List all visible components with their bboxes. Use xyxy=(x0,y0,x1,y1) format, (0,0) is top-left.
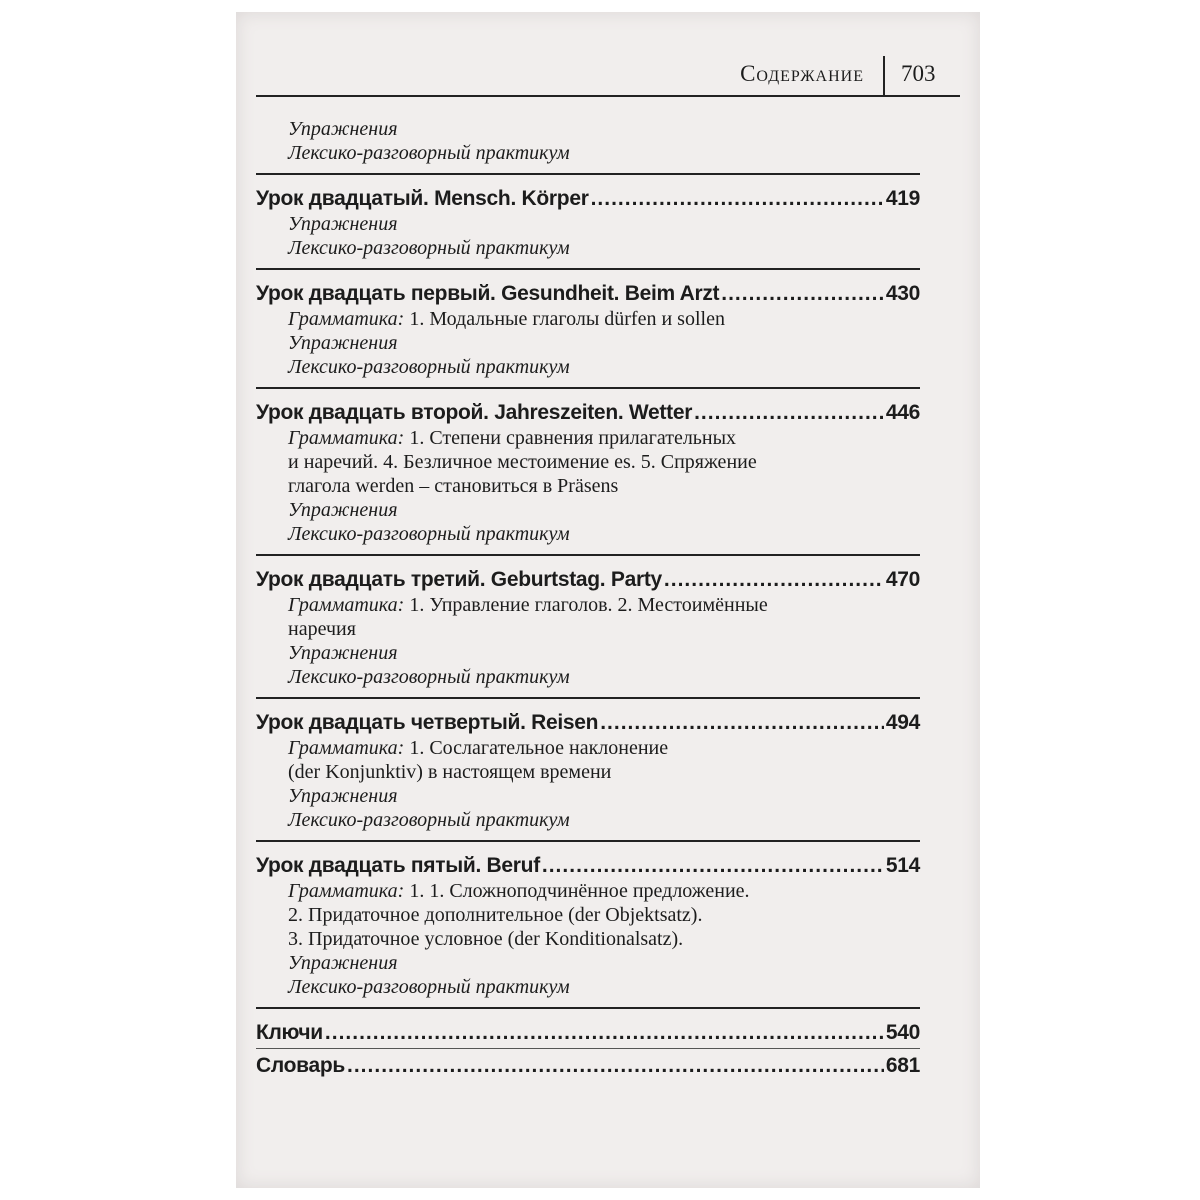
toc-practicum: Лексико-разговорный практикум xyxy=(288,523,570,545)
leader-dots xyxy=(694,400,884,426)
grammar-label: Грамматика: xyxy=(288,427,405,449)
grammar-text: 1. Степени сравнения прилагательных xyxy=(409,427,737,449)
toc-practicum: Лексико-разговорный практикум xyxy=(288,237,570,259)
section-rule xyxy=(256,697,920,699)
toc-entry-heading[interactable] xyxy=(256,710,920,736)
toc-entry xyxy=(256,186,920,260)
grammar-text: 3. Придаточное условное (der Konditionalsatz). xyxy=(288,928,684,950)
running-header xyxy=(256,52,960,96)
toc-practicum: Лексико-разговорный практикум xyxy=(288,809,570,831)
toc-entry xyxy=(256,400,920,546)
section-rule xyxy=(256,840,920,842)
toc-entry-title: Словарь xyxy=(256,1054,346,1077)
toc-grammar-line xyxy=(288,307,920,331)
grammar-label: Грамматика: xyxy=(288,594,405,616)
toc-page-number: 419 xyxy=(885,187,920,210)
toc-page-number: 514 xyxy=(885,854,920,877)
toc-entry-title: Урок двадцать второй. Jahreszeiten. Wetter xyxy=(256,401,693,424)
grammar-label: Грамматика: xyxy=(288,308,405,330)
toc-entry-heading[interactable] xyxy=(256,1020,920,1046)
toc-entry-title: Урок двадцать первый. Gesundheit. Beim Arzt xyxy=(256,282,720,305)
section-rule xyxy=(256,268,920,270)
toc-exercises: Упражнения xyxy=(288,213,398,235)
section-rule xyxy=(256,554,920,556)
section-rule xyxy=(256,1007,920,1009)
toc-grammar-line xyxy=(288,426,920,450)
leader-dots xyxy=(591,186,884,212)
toc-entry-heading[interactable] xyxy=(256,281,920,307)
toc-grammar-line xyxy=(288,879,920,903)
section-rule xyxy=(256,173,920,175)
toc-entry xyxy=(256,710,920,832)
header-rule xyxy=(256,95,960,97)
toc-entry xyxy=(256,567,920,689)
grammar-text: 1. Сослагательное наклонение xyxy=(409,737,669,759)
toc-entry xyxy=(256,1020,920,1046)
table-of-contents xyxy=(256,117,920,1079)
toc-exercises: Упражнения xyxy=(288,499,398,521)
toc-practicum: Лексико-разговорный практикум xyxy=(288,142,570,164)
toc-page-number: 681 xyxy=(885,1054,920,1077)
grammar-label: Грамматика: xyxy=(288,880,405,902)
toc-practicum: Лексико-разговорный практикум xyxy=(288,666,570,688)
toc-entry-heading[interactable] xyxy=(256,567,920,593)
toc-grammar-line xyxy=(288,593,920,617)
toc-entry xyxy=(256,281,920,379)
toc-entry-title: Урок двадцатый. Mensch. Körper xyxy=(256,187,589,210)
toc-entry-title: Урок двадцать четвертый. Reisen xyxy=(256,711,599,734)
leader-dots xyxy=(542,853,884,879)
toc-entry-heading[interactable] xyxy=(256,186,920,212)
leader-dots xyxy=(600,710,884,736)
leader-dots xyxy=(347,1053,884,1079)
toc-exercises: Упражнения xyxy=(288,642,398,664)
grammar-text: 1. Управление глаголов. 2. Местоимённые xyxy=(409,594,768,616)
toc-page-number: 540 xyxy=(885,1021,920,1044)
grammar-text: глагола werden – становиться в Präsens xyxy=(288,475,619,497)
toc-entry-title: Урок двадцать пятый. Beruf xyxy=(256,854,540,877)
grammar-label: Грамматика: xyxy=(288,737,405,759)
toc-exercises: Упражнения xyxy=(288,118,398,140)
toc-entry xyxy=(256,1053,920,1079)
toc-page-number: 494 xyxy=(885,711,920,734)
leader-dots xyxy=(721,281,884,307)
grammar-text: 1. 1. Сложноподчинённое предложение. xyxy=(409,880,750,902)
toc-practicum: Лексико-разговорный практикум xyxy=(288,976,570,998)
header-separator xyxy=(883,56,885,96)
leader-dots xyxy=(664,567,884,593)
toc-grammar-line xyxy=(288,736,920,760)
section-rule xyxy=(256,1048,920,1049)
header-page-number: 703 xyxy=(901,61,936,86)
toc-entry-heading[interactable] xyxy=(256,1053,920,1079)
grammar-text: (der Konjunktiv) в настоящем времени xyxy=(288,761,612,783)
toc-entry-title: Ключи xyxy=(256,1021,323,1044)
toc-entry-title: Урок двадцать третий. Geburtstag. Party xyxy=(256,568,662,591)
toc-entry-heading[interactable] xyxy=(256,400,920,426)
grammar-text: наречия xyxy=(288,618,356,640)
toc-page-number: 470 xyxy=(885,568,920,591)
grammar-text: и наречий. 4. Безличное местоимение es. 5. Спряжение xyxy=(288,451,757,473)
toc-exercises: Упражнения xyxy=(288,332,398,354)
toc-page-number: 446 xyxy=(885,401,920,424)
toc-exercises: Упражнения xyxy=(288,785,398,807)
toc-practicum: Лексико-разговорный практикум xyxy=(288,356,570,378)
toc-exercises: Упражнения xyxy=(288,952,398,974)
section-rule xyxy=(256,387,920,389)
grammar-text: 2. Придаточное дополнительное (der Objektsatz). xyxy=(288,904,703,926)
toc-page-number: 430 xyxy=(885,282,920,305)
grammar-text: 1. Модальные глаголы dürfen и sollen xyxy=(409,308,725,330)
leader-dots xyxy=(325,1020,884,1046)
header-title: Содержание xyxy=(740,61,864,86)
toc-entry-heading[interactable] xyxy=(256,853,920,879)
toc-entry xyxy=(256,853,920,999)
